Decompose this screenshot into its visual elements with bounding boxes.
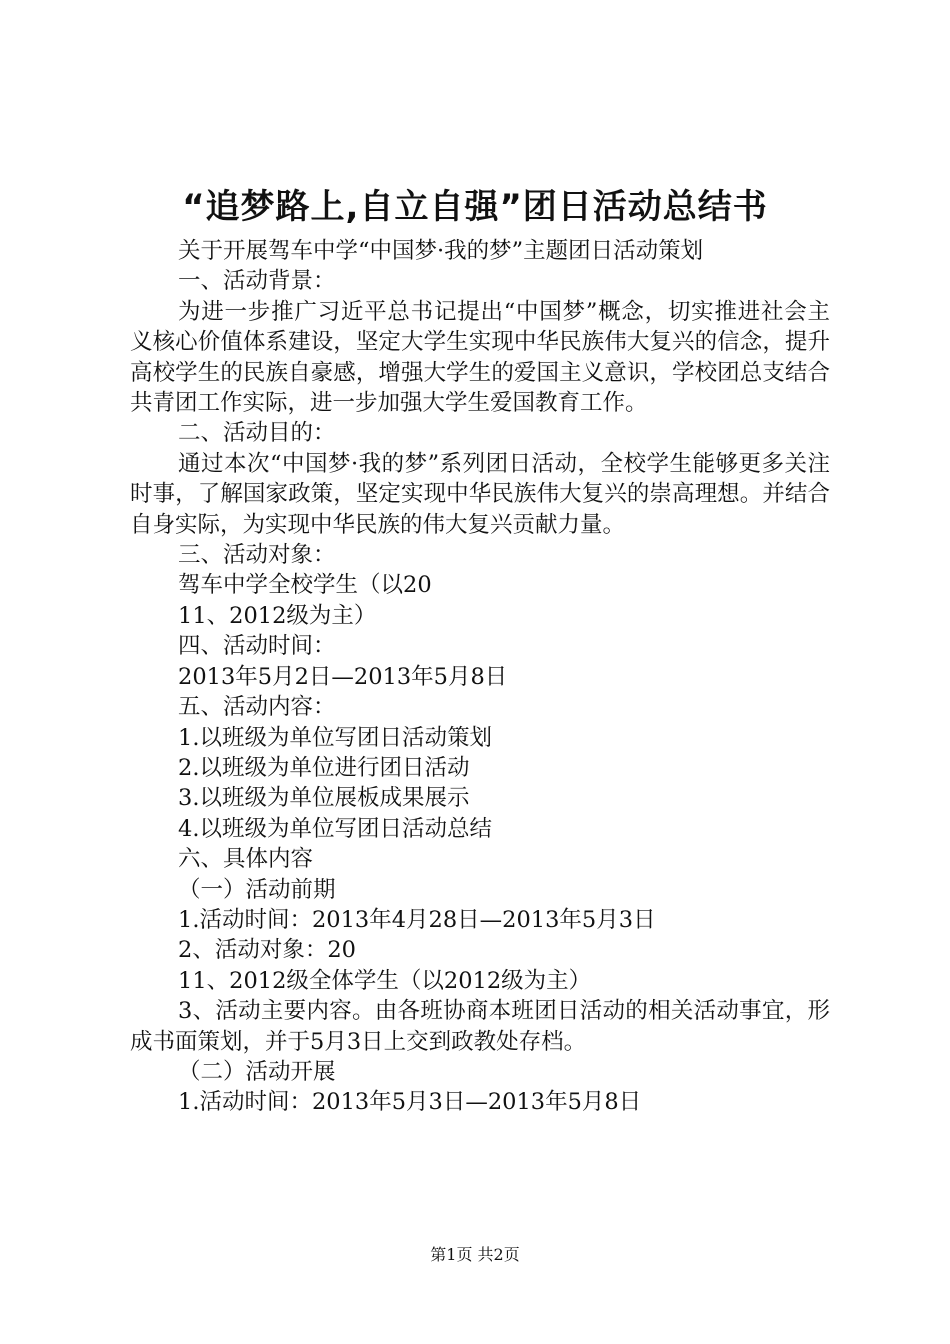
paragraph: 11、2012级全体学生（以2012级为主） — [178, 967, 592, 994]
list-item: 4.以班级为单位写团日活动总结 — [178, 815, 492, 842]
section-heading: 三、活动对象： — [178, 542, 336, 569]
paragraph: 通过本次“中国梦·我的梦”系列团日活动，全校学生能够更多关注时事，了解国家政策，坚定实现中华民族伟大复兴的崇高理想。并结合自身实际，为实现中华民族的伟大复兴贡献力量。 — [130, 450, 830, 538]
paragraph: 驾车中学全校学生（以20 — [178, 572, 432, 599]
section-heading: 二、活动目的： — [178, 420, 336, 447]
list-item: 3.以班级为单位展板成果展示 — [178, 785, 470, 812]
list-item: 3、活动主要内容。由各班协商本班团日活动的相关活动事宜，形成书面策划，并于5月3日上交到政教处存档。 — [130, 998, 830, 1055]
subsection-heading: （二）活动开展 — [178, 1058, 336, 1085]
list-item: 1.活动时间：2013年5月3日—2013年5月8日 — [178, 1089, 642, 1116]
section-heading: 六、具体内容 — [178, 846, 314, 873]
list-item: 2、活动对象：20 — [178, 937, 356, 964]
paragraph: 11、2012级为主） — [178, 602, 377, 629]
paragraph: 2013年5月2日—2013年5月8日 — [178, 663, 508, 690]
list-item: 1.活动时间：2013年4月28日—2013年5月3日 — [178, 906, 656, 933]
document-title: “追梦路上,自立自强”团日活动总结书 — [182, 187, 768, 227]
page-number-footer: 第1页 共2页 — [430, 1245, 520, 1264]
section-heading: 五、活动内容： — [178, 694, 336, 721]
section-heading: 四、活动时间： — [178, 633, 336, 660]
subsection-heading: （一）活动前期 — [178, 876, 336, 903]
section-heading: 一、活动背景： — [178, 268, 336, 295]
list-item: 1.以班级为单位写团日活动策划 — [178, 724, 492, 751]
document-body — [130, 236, 830, 1118]
list-item: 2.以班级为单位进行团日活动 — [178, 754, 470, 781]
paragraph: 关于开展驾车中学“中国梦·我的梦”主题团日活动策划 — [178, 238, 704, 264]
paragraph: 为进一步推广习近平总书记提出“中国梦”概念，切实推进社会主义核心价值体系建设，坚定大学生实现中华民族伟大复兴的信念，提升高校学生的民族自豪感，增强大学生的爱国主义意识，学校团总支结合共青团工作实际，进一步加强大学生爱国教育工作。 — [130, 298, 830, 417]
